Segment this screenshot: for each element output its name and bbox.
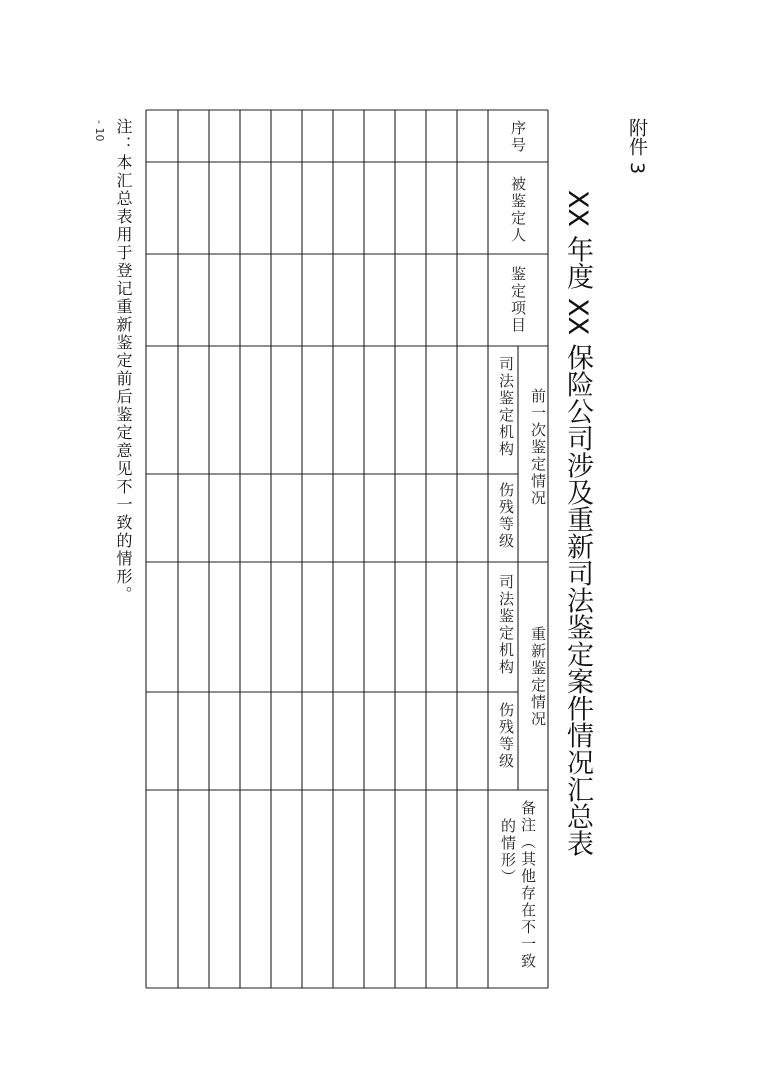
header-item: 鉴定项目: [509, 266, 527, 334]
header-remark-line2: 的情形）: [499, 818, 517, 886]
header-new-org: 司法鉴定机构: [497, 574, 515, 676]
page-number: - 10: [93, 120, 106, 142]
header-remark-line1: 备注（其他存在不一致: [519, 800, 537, 970]
header-seq: 序号: [509, 120, 527, 154]
header-prev-org: 司法鉴定机构: [497, 356, 515, 458]
header-prev-group: 前一次鉴定情况: [529, 388, 547, 507]
header-person: 被鉴定人: [509, 176, 527, 244]
header-prev-grade: 伤残等级: [497, 482, 515, 550]
attachment-label: 附件 3: [626, 118, 648, 175]
header-new-group: 重新鉴定情况: [529, 626, 547, 728]
table-note: 注：本汇总表用于登记重新鉴定前后鉴定意见不一致的情形。: [114, 118, 133, 604]
header-new-grade: 伤残等级: [497, 702, 515, 770]
page-title: XX 年度 XX 保险公司涉及重新司法鉴定案件情况汇总表: [562, 190, 593, 857]
